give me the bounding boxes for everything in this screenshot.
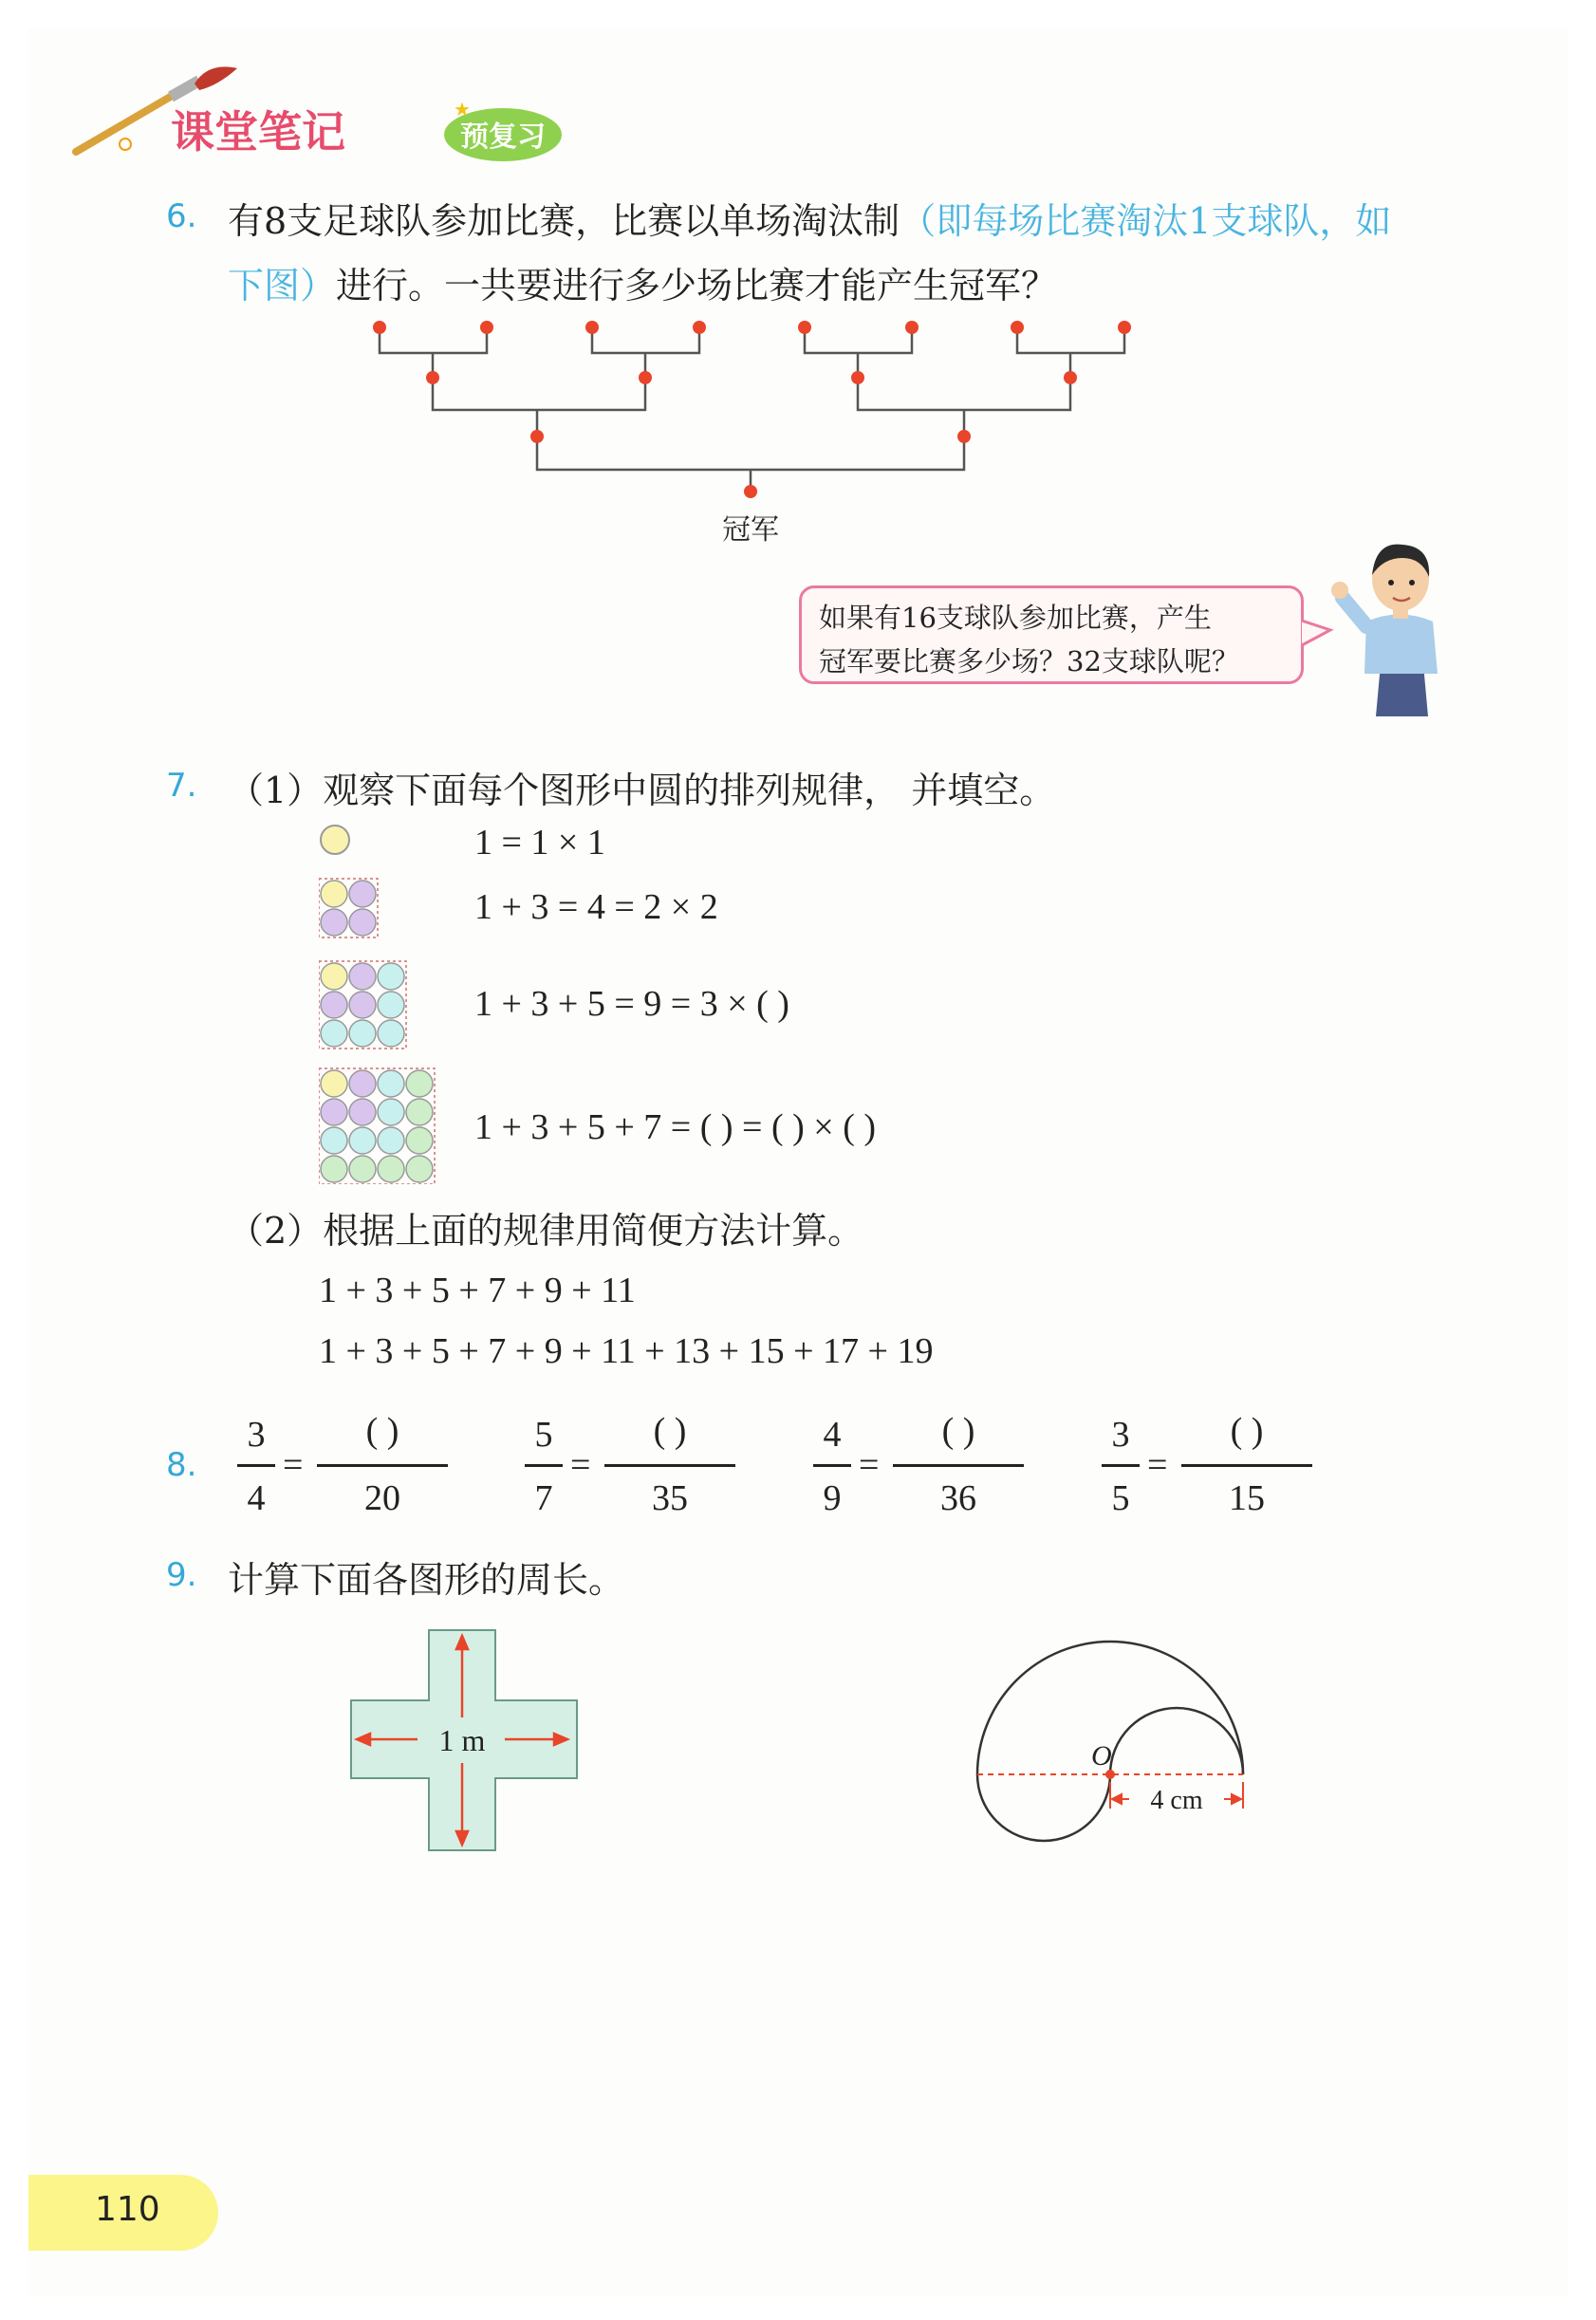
q6-number: 6. (166, 197, 197, 235)
q6-text-a: 有8支足球队参加比赛，比赛以单场淘汰制 (228, 200, 900, 242)
fraction-bar (1102, 1464, 1140, 1467)
fraction-blank[interactable]: ( ) (365, 1411, 399, 1451)
q7-eq2: 1 + 3 = 4 = 2 × 2 (474, 887, 718, 927)
q7-eq4: 1 + 3 + 5 + 7 = ( ) = ( ) × ( ) (474, 1107, 877, 1147)
bubble-line-1: 如果有16支球队参加比赛，产生 (819, 602, 1212, 634)
q7-calc2: 1 + 3 + 5 + 7 + 9 + 11 + 13 + 15 + 17 + 19 (319, 1331, 934, 1371)
q6-hint-b: 下图） (228, 265, 337, 306)
q7-part1: （1）观察下面每个图形中圆的排列规律， 并填空。 (228, 770, 1056, 811)
header-brand: 课堂笔记 (171, 106, 345, 158)
q6-hint-a: （即每场比赛淘汰1支球队，如 (900, 200, 1392, 242)
q8-number: 8. (166, 1446, 197, 1484)
center-label: O (1091, 1740, 1112, 1772)
q9-text: 计算下面各图形的周长。 (228, 1559, 625, 1601)
equals-sign: = (283, 1445, 304, 1485)
fraction-blank[interactable]: ( ) (653, 1411, 687, 1451)
circle-grid-1 (321, 826, 349, 854)
fraction-bar (813, 1464, 851, 1467)
page-number: 110 (95, 2190, 160, 2229)
svg-text:预复习: 预复习 (460, 121, 546, 154)
q6-text-b: 进行。一共要进行多少场比赛才能产生冠军？ (336, 265, 1058, 306)
circle-grid-3 (319, 961, 406, 1049)
speech-bubble (799, 585, 1304, 684)
q7-eq3: 1 + 3 + 5 = 9 = 3 × ( ) (474, 984, 789, 1024)
q9-number: 9. (166, 1556, 197, 1594)
fraction-bar (237, 1464, 275, 1467)
fraction-bar (317, 1464, 448, 1467)
boy-illustration (1328, 531, 1471, 721)
fraction-bar (525, 1464, 563, 1467)
fraction-blank[interactable]: ( ) (1230, 1411, 1264, 1451)
q7-part2: （2）根据上面的规律用简便方法计算。 (228, 1210, 864, 1252)
equals-sign: = (1147, 1445, 1168, 1485)
q6-line2 (228, 256, 1057, 308)
equals-sign: = (570, 1445, 591, 1485)
q7-eq1: 1 = 1 × 1 (474, 823, 605, 863)
header-logo (57, 57, 588, 171)
fraction-left: 3 (247, 1415, 266, 1455)
cross-figure (342, 1623, 598, 1860)
circle-grid-2 (319, 879, 378, 937)
fraction-bar (1181, 1464, 1312, 1467)
cross-label: 1 m (438, 1723, 486, 1757)
circle-grid-4 (319, 1068, 435, 1184)
circle-patterns (319, 824, 442, 1184)
star-icon: ★ (454, 98, 471, 121)
equals-sign: = (859, 1445, 880, 1485)
q7-calc1: 1 + 3 + 5 + 7 + 9 + 11 (319, 1271, 636, 1310)
q6-line1 (228, 192, 1391, 244)
champion-label: 冠军 (722, 513, 779, 547)
fraction-blank[interactable]: ( ) (941, 1411, 975, 1451)
fraction-bar (893, 1464, 1024, 1467)
q7-number: 7. (166, 767, 197, 805)
bracket-diagram (351, 304, 1148, 550)
semicircle-figure (958, 1623, 1271, 1860)
bubble-line-2: 冠军要比赛多少场？32支球队呢？ (819, 645, 1239, 677)
radius-label: 4 cm (1150, 1786, 1203, 1815)
fraction-bar (604, 1464, 735, 1467)
